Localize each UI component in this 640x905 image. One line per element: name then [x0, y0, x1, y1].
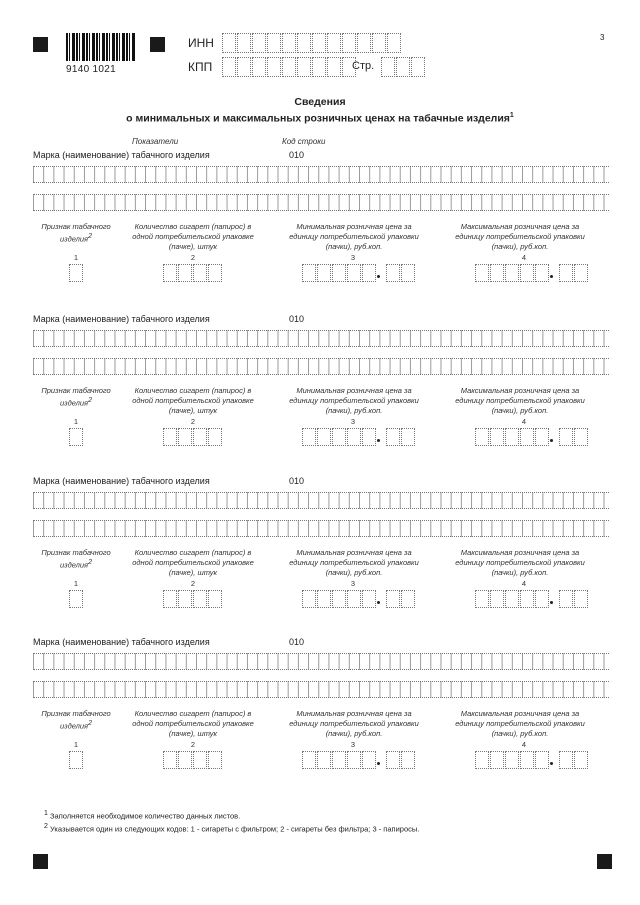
- col2-header: Количество сигарет (папирос) в одной потребительской упаковке (пачке), штук: [132, 222, 254, 251]
- char-cell[interactable]: [357, 33, 371, 53]
- char-cell[interactable]: [475, 428, 489, 446]
- min-price-decimal-dot: [377, 439, 380, 442]
- char-cell[interactable]: [69, 751, 83, 769]
- min-price-rub-field[interactable]: [302, 428, 377, 446]
- footnote-1-text: Заполняется необходимое количество данных листов.: [50, 811, 241, 821]
- char-cell[interactable]: [193, 590, 207, 608]
- char-cell[interactable]: [312, 33, 326, 53]
- char-cell[interactable]: [252, 57, 266, 77]
- char-cell[interactable]: [505, 590, 519, 608]
- min-price-kop-field[interactable]: [386, 264, 416, 282]
- char-cell[interactable]: [297, 57, 311, 77]
- marka-label: Марка (наименование) табачного изделия: [33, 150, 210, 160]
- char-cell[interactable]: [505, 264, 519, 282]
- char-cell[interactable]: [163, 751, 177, 769]
- marka-label: Марка (наименование) табачного изделия: [33, 476, 210, 486]
- max-price-rub-field[interactable]: [475, 264, 550, 282]
- char-cell[interactable]: [267, 33, 281, 53]
- char-cell[interactable]: [401, 751, 415, 769]
- col3-header: Минимальная розничная цена за единицу потребительской упаковки (пачки), руб.коп.: [289, 222, 419, 251]
- col1-header-text: Признак табачного изделия: [41, 709, 111, 731]
- char-cell[interactable]: [69, 428, 83, 446]
- char-cell[interactable]: [317, 428, 331, 446]
- col4-header: Максимальная розничная цена за единицу потребительской упаковки (пачки), руб.коп.: [455, 709, 585, 738]
- char-cell[interactable]: [332, 590, 346, 608]
- corner-marker-bottom-left: [33, 854, 48, 869]
- product-sign-field[interactable]: [69, 751, 84, 769]
- char-cell[interactable]: [237, 33, 251, 53]
- col4-header: Максимальная розничная цена за единицу потребительской упаковки (пачки), руб.коп.: [455, 222, 585, 251]
- char-cell[interactable]: [222, 33, 236, 53]
- footnote-1-num: 1: [44, 810, 48, 817]
- page-number: 3: [600, 33, 605, 42]
- char-cell[interactable]: [520, 264, 534, 282]
- indicators-header: Показатели: [132, 137, 179, 146]
- col2-header: Количество сигарет (папирос) в одной потребительской упаковке (пачке), штук: [132, 386, 254, 415]
- char-cell[interactable]: [386, 264, 400, 282]
- footnote-2: [44, 823, 419, 834]
- inn-label: ИНН: [188, 36, 214, 50]
- min-price-rub-field[interactable]: [302, 590, 377, 608]
- char-cell[interactable]: [559, 751, 573, 769]
- char-cell[interactable]: [178, 264, 192, 282]
- char-cell[interactable]: [282, 33, 296, 53]
- page-title-line1: Сведения: [294, 96, 346, 108]
- char-cell[interactable]: [520, 590, 534, 608]
- col4-number: 4: [521, 579, 527, 588]
- marka-field-line1[interactable]: [33, 653, 609, 670]
- char-cell[interactable]: [193, 428, 207, 446]
- col1-header-text: Признак табачного изделия: [41, 386, 111, 408]
- char-cell[interactable]: [490, 751, 504, 769]
- line-code: 010: [289, 637, 305, 647]
- marka-field-line2[interactable]: [33, 681, 609, 698]
- max-price-decimal-dot: [550, 275, 553, 278]
- char-cell[interactable]: [490, 428, 504, 446]
- corner-marker-top-right: [150, 37, 165, 52]
- char-cell[interactable]: [302, 264, 316, 282]
- kpp-field[interactable]: [222, 57, 357, 77]
- col4-header: Максимальная розничная цена за единицу потребительской упаковки (пачки), руб.коп.: [455, 548, 585, 577]
- footnote-1: [44, 810, 240, 821]
- pack-quantity-field[interactable]: [163, 751, 223, 769]
- char-cell[interactable]: [282, 57, 296, 77]
- kpp-label: КПП: [188, 60, 213, 74]
- marka-field-line2[interactable]: [33, 520, 609, 537]
- pack-quantity-field[interactable]: [163, 590, 223, 608]
- char-cell[interactable]: [208, 264, 222, 282]
- char-cell[interactable]: [302, 590, 316, 608]
- marka-field-line1[interactable]: [33, 330, 609, 347]
- char-cell[interactable]: [163, 264, 177, 282]
- max-price-decimal-dot: [550, 762, 553, 765]
- char-cell[interactable]: [297, 33, 311, 53]
- col4-number: 4: [521, 253, 527, 262]
- char-cell[interactable]: [535, 590, 549, 608]
- char-cell[interactable]: [386, 428, 400, 446]
- max-price-kop-field[interactable]: [559, 590, 589, 608]
- marka-label: Марка (наименование) табачного изделия: [33, 314, 210, 324]
- char-cell[interactable]: [317, 264, 331, 282]
- col1-header-text: Признак табачного изделия: [41, 548, 111, 570]
- char-cell[interactable]: [208, 751, 222, 769]
- char-cell[interactable]: [574, 428, 588, 446]
- char-cell[interactable]: [347, 428, 361, 446]
- min-price-rub-field[interactable]: [302, 264, 377, 282]
- col3-number: 3: [350, 417, 356, 426]
- min-price-decimal-dot: [377, 601, 380, 604]
- max-price-kop-field[interactable]: [559, 751, 589, 769]
- char-cell[interactable]: [342, 33, 356, 53]
- max-price-decimal-dot: [550, 601, 553, 604]
- max-price-rub-field[interactable]: [475, 751, 550, 769]
- footnote-2-num: 2: [44, 823, 48, 830]
- char-cell[interactable]: [401, 428, 415, 446]
- char-cell[interactable]: [222, 57, 236, 77]
- barcode-image: [66, 33, 136, 61]
- col1-header: [30, 548, 122, 571]
- char-cell[interactable]: [574, 751, 588, 769]
- col2-header: Количество сигарет (папирос) в одной потребительской упаковке (пачке), штук: [132, 709, 254, 738]
- char-cell[interactable]: [69, 590, 83, 608]
- char-cell[interactable]: [237, 57, 251, 77]
- char-cell[interactable]: [559, 428, 573, 446]
- col2-number: 2: [190, 740, 196, 749]
- char-cell[interactable]: [535, 264, 549, 282]
- char-cell[interactable]: [362, 264, 376, 282]
- char-cell[interactable]: [475, 751, 489, 769]
- char-cell[interactable]: [252, 33, 266, 53]
- char-cell[interactable]: [178, 751, 192, 769]
- char-cell[interactable]: [401, 590, 415, 608]
- char-cell[interactable]: [559, 264, 573, 282]
- char-cell[interactable]: [312, 57, 326, 77]
- char-cell[interactable]: [208, 428, 222, 446]
- min-price-kop-field[interactable]: [386, 590, 416, 608]
- col4-number: 4: [521, 740, 527, 749]
- col3-header: Минимальная розничная цена за единицу потребительской упаковки (пачки), руб.коп.: [289, 548, 419, 577]
- char-cell[interactable]: [327, 33, 341, 53]
- product-sign-field[interactable]: [69, 428, 84, 446]
- col1-number: 1: [73, 579, 79, 588]
- col2-number: 2: [190, 253, 196, 262]
- char-cell[interactable]: [386, 590, 400, 608]
- char-cell[interactable]: [475, 590, 489, 608]
- page-field[interactable]: [381, 57, 426, 77]
- col2-number: 2: [190, 417, 196, 426]
- char-cell[interactable]: [362, 751, 376, 769]
- char-cell[interactable]: [332, 428, 346, 446]
- col3-number: 3: [350, 740, 356, 749]
- char-cell[interactable]: [387, 33, 401, 53]
- char-cell[interactable]: [327, 57, 341, 77]
- char-cell[interactable]: [193, 751, 207, 769]
- char-cell[interactable]: [163, 590, 177, 608]
- char-cell[interactable]: [332, 751, 346, 769]
- max-price-rub-field[interactable]: [475, 428, 550, 446]
- marka-label: Марка (наименование) табачного изделия: [33, 637, 210, 647]
- char-cell[interactable]: [490, 590, 504, 608]
- char-cell[interactable]: [178, 590, 192, 608]
- line-code: 010: [289, 314, 305, 324]
- max-price-kop-field[interactable]: [559, 428, 589, 446]
- col1-header: [30, 709, 122, 732]
- page-title-text: о минимальных и максимальных розничных ценах на табачные изделия: [126, 112, 510, 125]
- col1-header: [30, 222, 122, 245]
- title-footnote-ref: 1: [509, 112, 514, 119]
- char-cell[interactable]: [396, 57, 410, 77]
- col3-number: 3: [350, 579, 356, 588]
- char-cell[interactable]: [362, 428, 376, 446]
- marka-field-line1[interactable]: [33, 166, 609, 183]
- col1-header-text: Признак табачного изделия: [41, 222, 111, 244]
- char-cell[interactable]: [267, 57, 281, 77]
- char-cell[interactable]: [535, 428, 549, 446]
- char-cell[interactable]: [520, 428, 534, 446]
- char-cell[interactable]: [505, 751, 519, 769]
- char-cell[interactable]: [386, 751, 400, 769]
- char-cell[interactable]: [381, 57, 395, 77]
- marka-field-line2[interactable]: [33, 358, 609, 375]
- char-cell[interactable]: [490, 264, 504, 282]
- max-price-rub-field[interactable]: [475, 590, 550, 608]
- char-cell[interactable]: [69, 264, 83, 282]
- char-cell[interactable]: [475, 264, 489, 282]
- col1-header: [30, 386, 122, 409]
- marka-field-line2[interactable]: [33, 194, 609, 211]
- line-code: 010: [289, 150, 305, 160]
- col1-number: 1: [73, 740, 79, 749]
- col1-footnote-ref: 2: [88, 559, 92, 566]
- char-cell[interactable]: [372, 33, 386, 53]
- min-price-decimal-dot: [377, 275, 380, 278]
- line-code: 010: [289, 476, 305, 486]
- col4-number: 4: [521, 417, 527, 426]
- col1-number: 1: [73, 417, 79, 426]
- char-cell[interactable]: [208, 590, 222, 608]
- char-cell[interactable]: [317, 590, 331, 608]
- char-cell[interactable]: [505, 428, 519, 446]
- product-sign-field[interactable]: [69, 264, 84, 282]
- char-cell[interactable]: [317, 751, 331, 769]
- char-cell[interactable]: [347, 264, 361, 282]
- col4-header: Максимальная розничная цена за единицу потребительской упаковки (пачки), руб.коп.: [455, 386, 585, 415]
- col1-number: 1: [73, 253, 79, 262]
- min-price-kop-field[interactable]: [386, 428, 416, 446]
- char-cell[interactable]: [332, 264, 346, 282]
- max-price-decimal-dot: [550, 439, 553, 442]
- char-cell[interactable]: [347, 590, 361, 608]
- max-price-kop-field[interactable]: [559, 264, 589, 282]
- char-cell[interactable]: [347, 751, 361, 769]
- col3-header: Минимальная розничная цена за единицу потребительской упаковки (пачки), руб.коп.: [289, 709, 419, 738]
- product-sign-field[interactable]: [69, 590, 84, 608]
- page-title-line2: [0, 109, 640, 126]
- col1-footnote-ref: 2: [88, 233, 92, 240]
- barcode-number: 9140 1021: [66, 64, 116, 75]
- char-cell[interactable]: [574, 264, 588, 282]
- char-cell[interactable]: [574, 590, 588, 608]
- char-cell[interactable]: [535, 751, 549, 769]
- char-cell[interactable]: [163, 428, 177, 446]
- line-code-header: Код строки: [282, 137, 326, 146]
- char-cell[interactable]: [559, 590, 573, 608]
- min-price-decimal-dot: [377, 762, 380, 765]
- char-cell[interactable]: [401, 264, 415, 282]
- page-label: Стр.: [352, 60, 375, 72]
- char-cell[interactable]: [178, 428, 192, 446]
- inn-field[interactable]: [222, 33, 402, 53]
- col3-number: 3: [350, 253, 356, 262]
- char-cell[interactable]: [362, 590, 376, 608]
- col3-header: Минимальная розничная цена за единицу потребительской упаковки (пачки), руб.коп.: [289, 386, 419, 415]
- corner-marker-top-left: [33, 37, 48, 52]
- pack-quantity-field[interactable]: [163, 428, 223, 446]
- col1-footnote-ref: 2: [88, 397, 92, 404]
- col2-header: Количество сигарет (папирос) в одной потребительской упаковке (пачке), штук: [132, 548, 254, 577]
- min-price-kop-field[interactable]: [386, 751, 416, 769]
- char-cell[interactable]: [302, 751, 316, 769]
- pack-quantity-field[interactable]: [163, 264, 223, 282]
- corner-marker-bottom-right: [597, 854, 612, 869]
- char-cell[interactable]: [520, 751, 534, 769]
- char-cell[interactable]: [411, 57, 425, 77]
- footnote-2-text: Указывается один из следующих кодов: 1 - сигареты с фильтром; 2 - сигареты без фильтра; 3 - папиросы.: [50, 824, 420, 834]
- char-cell[interactable]: [193, 264, 207, 282]
- marka-field-line1[interactable]: [33, 492, 609, 509]
- min-price-rub-field[interactable]: [302, 751, 377, 769]
- col1-footnote-ref: 2: [88, 720, 92, 727]
- char-cell[interactable]: [302, 428, 316, 446]
- col2-number: 2: [190, 579, 196, 588]
